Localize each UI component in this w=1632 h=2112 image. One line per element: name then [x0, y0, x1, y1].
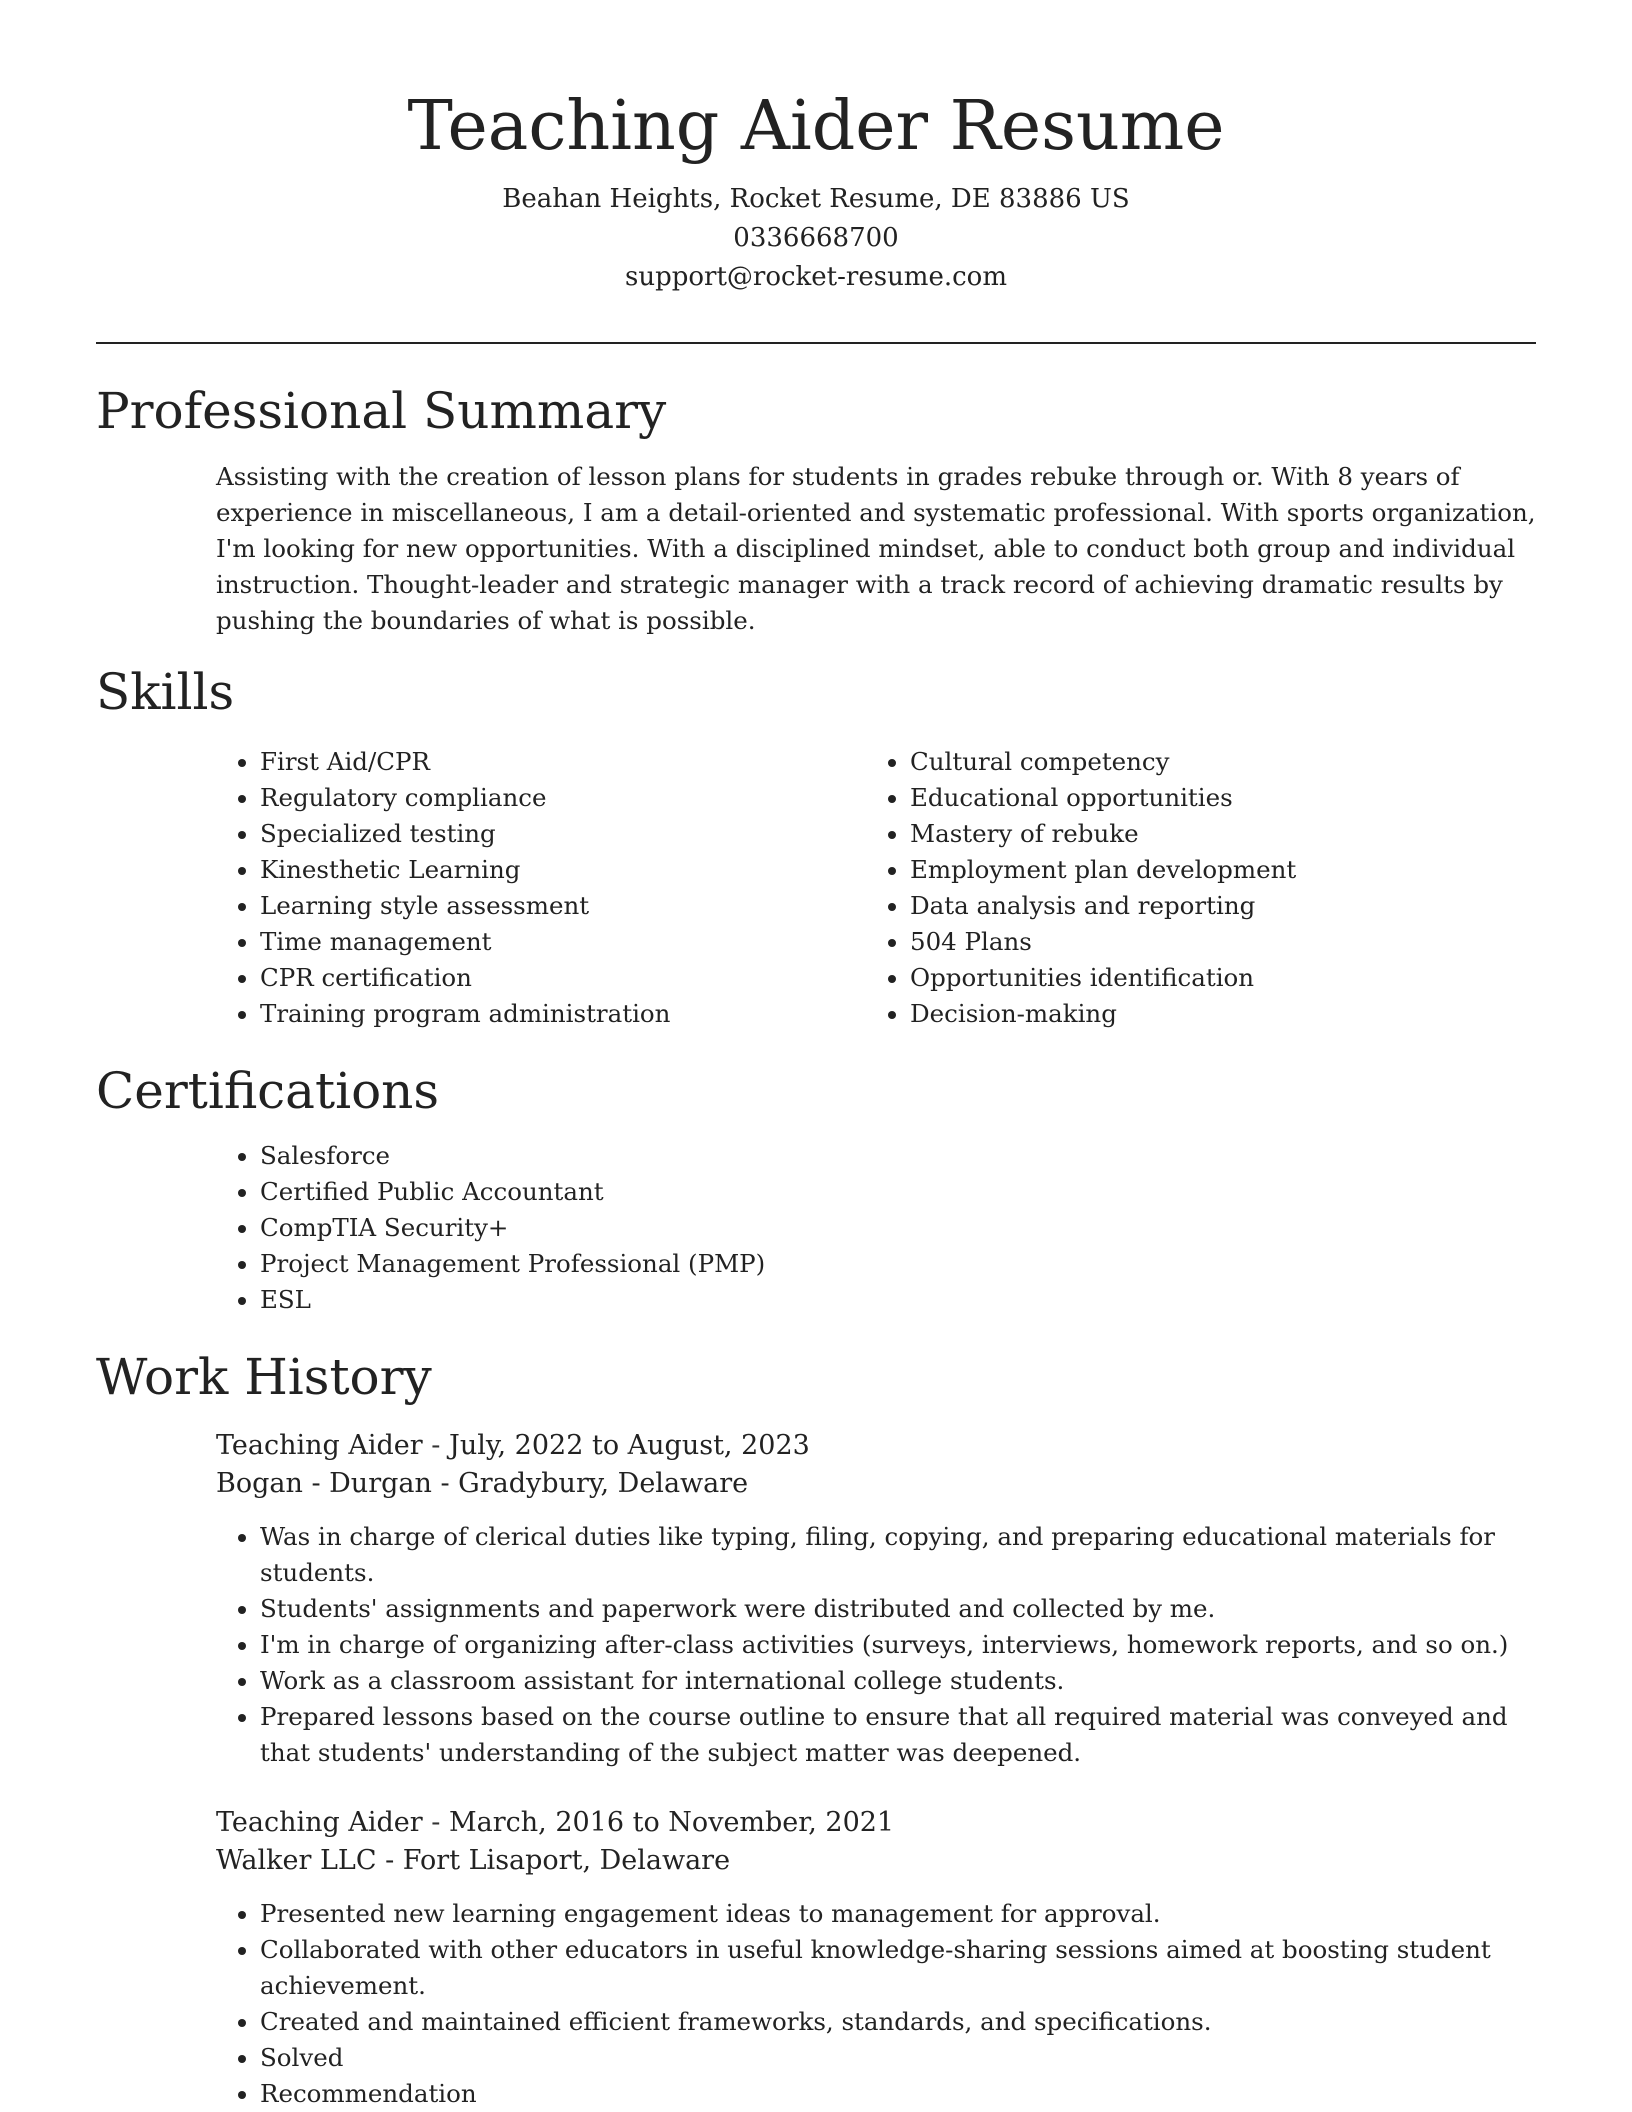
job-bullets	[216, 1519, 1536, 1771]
skill-item: • Learning style assessment	[260, 888, 856, 924]
certifications-list	[216, 1138, 1536, 1318]
skill-item: • Employment plan development	[910, 852, 1506, 888]
job-bullet: • Prepared lessons based on the course outline to ensure that all required material was conveyed and that students' understanding of the subject matter was deepened.	[260, 1699, 1536, 1771]
job-bullet: • Solved	[260, 2040, 1536, 2076]
certification-item: • Certified Public Accountant	[260, 1174, 1536, 1210]
skill-item: • 504 Plans	[910, 924, 1506, 960]
job-dates: March, 2016 to November, 2021	[449, 1807, 895, 1838]
skill-item: • Decision-making	[910, 996, 1506, 1032]
skill-item: • Specialized testing	[260, 816, 856, 852]
skill-item: • CPR certification	[260, 960, 856, 996]
job-dates: July, 2022 to August, 2023	[449, 1430, 810, 1461]
skill-item: • Kinesthetic Learning	[260, 852, 856, 888]
job-entry	[216, 1427, 1536, 1771]
certification-item: • Salesforce	[260, 1138, 1536, 1174]
skills-heading: Skills	[96, 663, 235, 721]
skill-item: • Mastery of rebuke	[910, 816, 1506, 852]
resume-header	[0, 0, 1632, 297]
job-entry	[216, 1804, 1536, 2112]
contact-phone: 0336668700	[733, 223, 899, 253]
job-bullet: • Collaborated with other educators in useful knowledge-sharing sessions aimed at boosting student achievement.	[260, 1932, 1536, 2004]
skill-item: • Educational opportunities	[910, 780, 1506, 816]
summary-heading: Professional Summary	[96, 382, 667, 440]
job-company-line: Bogan - Durgan - Gradybury, Delaware	[216, 1468, 749, 1499]
job-bullet: • Was in charge of clerical duties like typing, filing, copying, and preparing educational materials for students.	[260, 1519, 1536, 1591]
job-company-line: Walker LLC - Fort Lisaport, Delaware	[216, 1845, 731, 1876]
header-divider	[96, 342, 1536, 344]
skills-list-right	[866, 744, 1506, 1032]
skill-item: • Data analysis and reporting	[910, 888, 1506, 924]
job-bullets	[216, 1896, 1536, 2112]
job-title: Teaching Aider	[216, 1807, 423, 1838]
job-bullet: • Created and maintained efficient frameworks, standards, and specifications.	[260, 2004, 1536, 2040]
job-bullet: • Students' assignments and paperwork were distributed and collected by me.	[260, 1591, 1536, 1627]
certification-bullets	[216, 1138, 1536, 1318]
summary-text: Assisting with the creation of lesson plans for students in grades rebuke through or. With 8 years of experience in miscellaneous, I am a detail-oriented and systematic professional. With sports organization, I'm looking for new opportunities. With a disciplined mindset, able to conduct both group and individual instruction. Thought-leader and strategic manager with a track record of achieving dramatic results by pushing the boundaries of what is possible.	[216, 462, 1536, 635]
contact-block	[0, 180, 1632, 297]
skill-item: • Cultural competency	[910, 744, 1506, 780]
skills-list-left	[216, 744, 856, 1032]
work-history-heading: Work History	[96, 1348, 432, 1406]
job-bullet: • Recommendation	[260, 2076, 1536, 2112]
contact-email: support@rocket-resume.com	[624, 262, 1007, 292]
job-bullet: • Presented new learning engagement ideas to management for approval.	[260, 1896, 1536, 1932]
certifications-heading: Certifications	[96, 1062, 440, 1120]
skill-item: • First Aid/CPR	[260, 744, 856, 780]
resume-title: Teaching Aider Resume	[407, 87, 1225, 166]
certification-item: • Project Management Professional (PMP)	[260, 1246, 1536, 1282]
job-bullet: • Work as a classroom assistant for international college students.	[260, 1663, 1536, 1699]
skill-item: • Opportunities identification	[910, 960, 1506, 996]
skills-right-bullets	[866, 744, 1506, 1032]
skills-left-bullets	[216, 744, 856, 1032]
skill-item: • Regulatory compliance	[260, 780, 856, 816]
job-title-line: Teaching Aider - March, 2016 to November, 2021	[216, 1807, 895, 1838]
contact-address: Beahan Heights, Rocket Resume, DE 83886 US	[502, 184, 1130, 214]
job-bullet: • I'm in charge of organizing after-class activities (surveys, interviews, homework reports, and so on.)	[260, 1627, 1536, 1663]
skill-item: • Training program administration	[260, 996, 856, 1032]
job-title-line: Teaching Aider - July, 2022 to August, 2023	[216, 1430, 810, 1461]
skill-item: • Time management	[260, 924, 856, 960]
certification-item: • ESL	[260, 1282, 1536, 1318]
job-title: Teaching Aider	[216, 1430, 423, 1461]
certification-item: • CompTIA Security+	[260, 1210, 1536, 1246]
